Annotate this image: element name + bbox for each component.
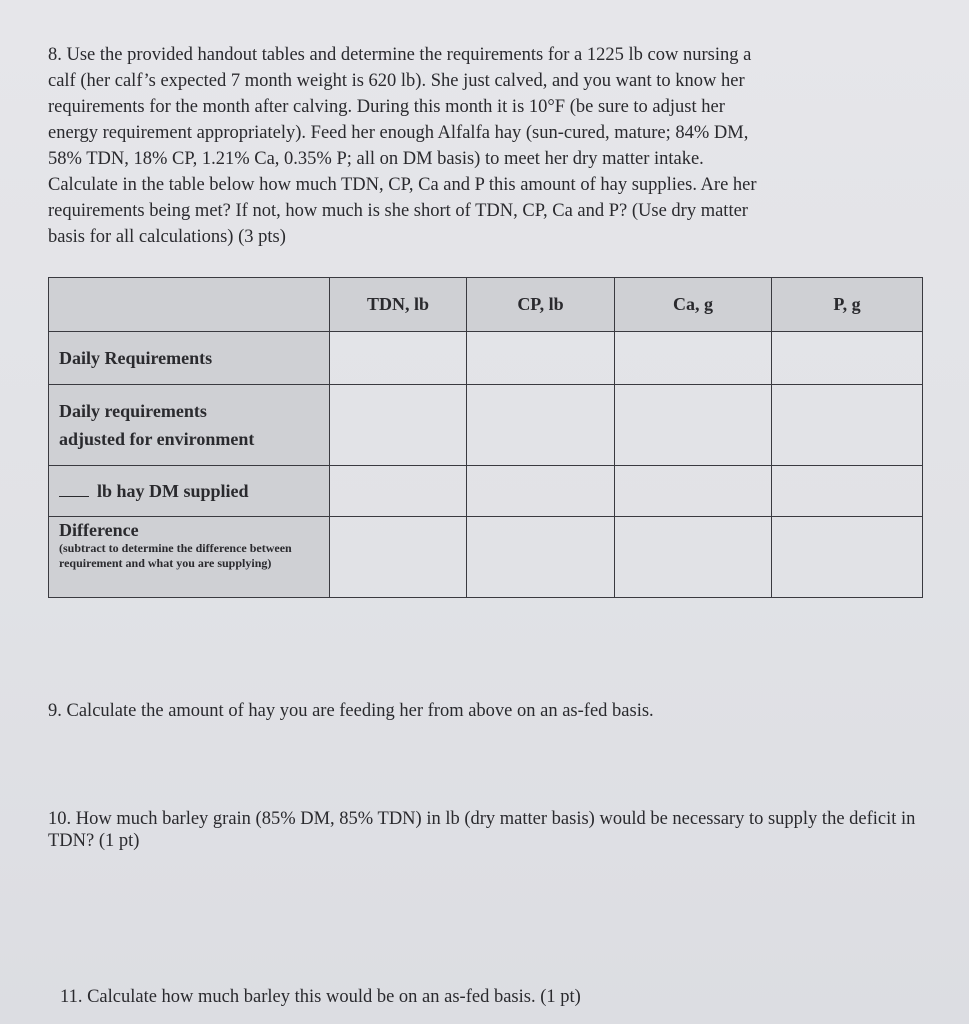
answer-cell-p[interactable] xyxy=(772,332,923,385)
answer-cell-tdn[interactable] xyxy=(330,466,467,517)
answer-cell-cp[interactable] xyxy=(467,466,615,517)
column-header-tdn: TDN, lb xyxy=(330,278,467,332)
row-label-adjusted-requirements xyxy=(49,385,330,466)
difference-note: (subtract to determine the difference between requirement and what you are supplying) xyxy=(59,541,292,570)
table-row xyxy=(49,332,923,385)
answer-cell-tdn[interactable] xyxy=(330,385,467,466)
answer-cell-cp[interactable] xyxy=(467,385,615,466)
hay-amount-blank[interactable] xyxy=(59,482,89,497)
answer-cell-tdn[interactable] xyxy=(330,517,467,598)
answer-cell-cp[interactable] xyxy=(467,332,615,385)
question-8-line: calf (her calf’s expected 7 month weight is 620 lb). She just calved, and you want to know her xyxy=(48,71,745,91)
answer-cell-cp[interactable] xyxy=(467,517,615,598)
answer-cell-ca[interactable] xyxy=(615,385,772,466)
column-header-ca: Ca, g xyxy=(615,278,772,332)
row-label-daily-requirements: Daily Requirements xyxy=(49,332,330,385)
question-8-line: Calculate in the table below how much TDN, CP, Ca and P this amount of hay supplies. Are her xyxy=(48,175,757,195)
column-header-cp: CP, lb xyxy=(467,278,615,332)
column-header-p: P, g xyxy=(772,278,923,332)
row-label-hay-supplied xyxy=(49,466,330,517)
table-row xyxy=(49,517,923,598)
table-corner-header xyxy=(49,278,330,332)
row-label-adjusted-line1: Daily requirements xyxy=(59,401,207,421)
requirements-table xyxy=(48,277,923,598)
question-8-line: energy requirement appropriately). Feed her enough Alfalfa hay (sun-cured, mature; 84% DM, xyxy=(48,123,749,143)
answer-cell-ca[interactable] xyxy=(615,332,772,385)
answer-cell-p[interactable] xyxy=(772,385,923,466)
table-row xyxy=(49,385,923,466)
question-11: 11. Calculate how much barley this would be on an as-fed basis. (1 pt) xyxy=(60,987,581,1007)
table-row xyxy=(49,466,923,517)
answer-cell-p[interactable] xyxy=(772,466,923,517)
question-10: 10. How much barley grain (85% DM, 85% TDN) in lb (dry matter basis) would be necessary to supply the deficit in TDN? (1 pt) xyxy=(48,809,916,851)
question-8-line: requirements being met? If not, how much is she short of TDN, CP, Ca and P? (Use dry matter xyxy=(48,201,748,221)
difference-title: Difference xyxy=(59,520,139,540)
answer-cell-ca[interactable] xyxy=(615,517,772,598)
answer-cell-ca[interactable] xyxy=(615,466,772,517)
answer-cell-p[interactable] xyxy=(772,517,923,598)
question-9: 9. Calculate the amount of hay you are feeding her from above on an as-fed basis. xyxy=(48,701,654,721)
row-label-difference xyxy=(49,517,330,598)
question-8-line: requirements for the month after calving. During this month it is 10°F (be sure to adjust her xyxy=(48,97,725,117)
question-8-line: 58% TDN, 18% CP, 1.21% Ca, 0.35% P; all on DM basis) to meet her dry matter intake. xyxy=(48,149,704,169)
question-8 xyxy=(48,42,918,250)
row-label-adjusted-line2: adjusted for environment xyxy=(59,429,255,449)
row-label-hay-supplied-text: lb hay DM supplied xyxy=(97,481,249,501)
question-8-line: basis for all calculations) (3 pts) xyxy=(48,227,286,247)
question-8-line: 8. Use the provided handout tables and determine the requirements for a 1225 lb cow nursing a xyxy=(48,45,752,65)
answer-cell-tdn[interactable] xyxy=(330,332,467,385)
